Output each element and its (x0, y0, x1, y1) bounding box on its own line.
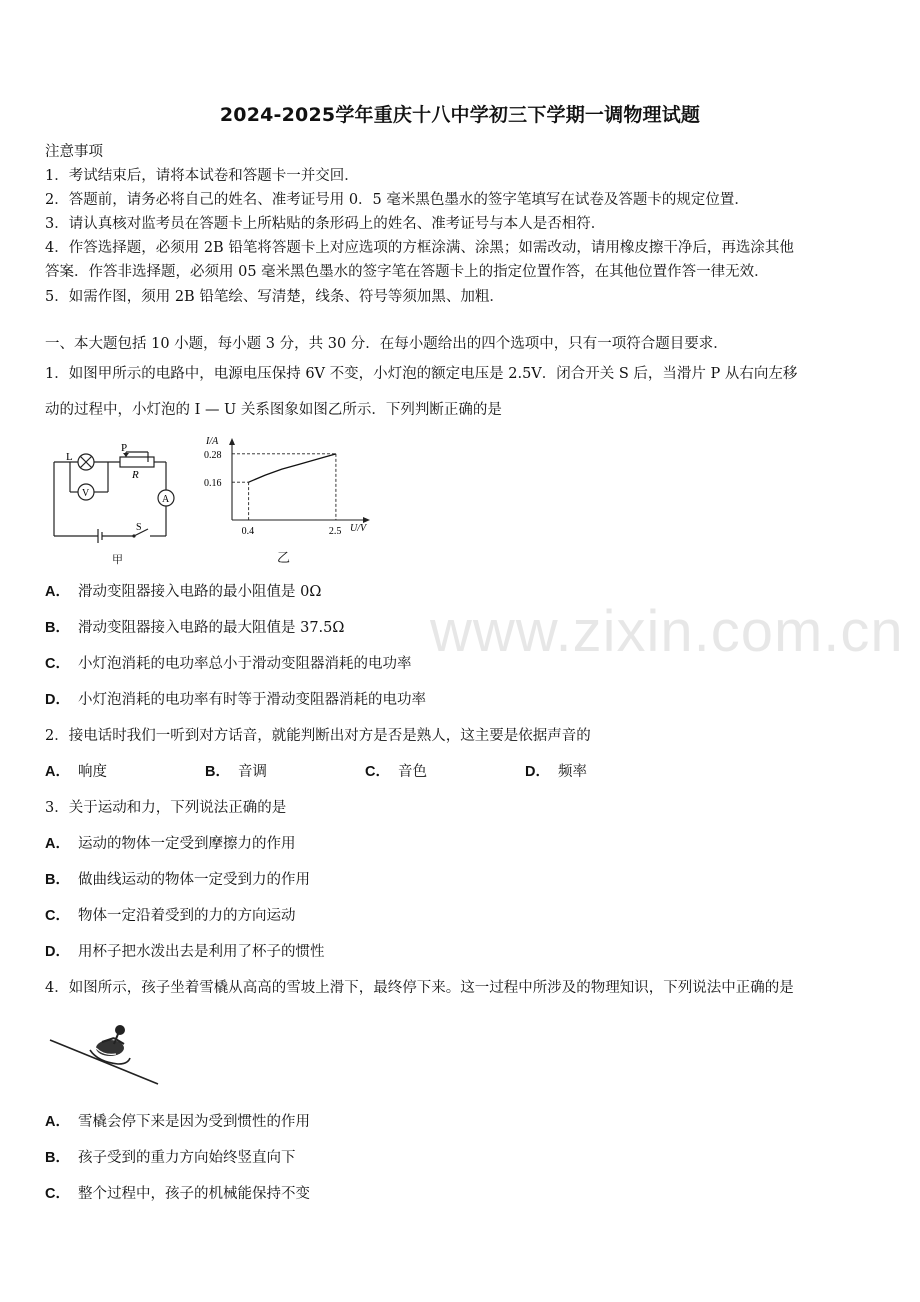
option-text: 滑动变阻器接入电路的最小阻值是 0Ω (77, 584, 322, 600)
option-label: A． (45, 584, 70, 600)
q4-option-a (45, 1110, 310, 1131)
option-label: B． (45, 620, 70, 636)
iu-curve (249, 454, 336, 482)
option-text: 响度 (77, 764, 107, 780)
option-c (45, 652, 411, 673)
option-label: A． (45, 1114, 70, 1130)
option-text: 用杯子把水泼出去是利用了杯子的惯性 (77, 944, 325, 960)
option-label: C． (45, 656, 70, 672)
option-text: 滑动变阻器接入电路的最大阻值是 37.5Ω (77, 620, 345, 636)
notice-item: 2．答题前，请务必将自己的姓名、准考证号用 0．5 毫米黑色墨水的签字笔填写在试卷及答题卡的规定位置． (45, 192, 749, 208)
option-text: 整个过程中，孩子的机械能保持不变 (77, 1186, 310, 1202)
option-text: 小灯泡消耗的电功率有时等于滑动变阻器消耗的电功率 (77, 692, 426, 708)
q3-option-d (45, 940, 324, 961)
section-heading: 一、本大题包括 10 小题，每小题 3 分，共 30 分．在每小题给出的四个选项中，只有一项符合题目要求． (45, 336, 728, 352)
switch-label: S (136, 522, 142, 533)
option-text: 音色 (397, 764, 427, 780)
q3-option-b (45, 868, 310, 889)
option-label: A． (45, 764, 70, 780)
y-tick-label: 0.28 (204, 449, 222, 461)
y-axis-arrow (229, 438, 235, 445)
option-a (45, 580, 321, 601)
q2-option-c (365, 760, 427, 781)
question-2-stem: 2．接电话时我们一听到对方话音，就能判断出对方是否是熟人，这主要是依据声音的 (45, 728, 591, 744)
watermark: www.zixin.com.cn (430, 599, 904, 664)
question-4-stem: 4．如图所示，孩子坐着雪橇从高高的雪坡上滑下，最终停下来。这一过程中所涉及的物理知识，下列说法中正确的是 (45, 980, 794, 996)
iu-graph (200, 432, 385, 542)
rheostat-label: R (132, 469, 139, 481)
option-label: C． (45, 908, 70, 924)
notice-item: 1．考试结束后，请将本试卷和答题卡一并交回． (45, 168, 359, 184)
q3-option-a (45, 832, 295, 853)
option-label: B． (45, 1150, 70, 1166)
notice-item: 4．作答选择题，必须用 2B 铅笔将答题卡上对应选项的方框涂满、涂黑；如需改动，请用橡皮擦干净后，再选涂其他 (45, 240, 794, 256)
circuit-diagram (48, 440, 188, 545)
q2-option-d (525, 760, 587, 781)
option-text: 雪橇会停下来是因为受到惯性的作用 (77, 1114, 310, 1130)
option-text: 孩子受到的重力方向始终竖直向下 (77, 1150, 296, 1166)
question-1-stem-line2: 动的过程中，小灯泡的 I — U 关系图象如图乙所示．下列判断正确的是 (45, 402, 502, 418)
exam-title: 2024-2025学年重庆十八中学初三下学期一调物理试题 (219, 104, 701, 126)
option-text: 运动的物体一定受到摩擦力的作用 (77, 836, 296, 852)
option-label: D． (45, 944, 70, 960)
question-3-stem: 3．关于运动和力，下列说法正确的是 (45, 800, 287, 816)
option-b (45, 616, 344, 637)
option-label: A． (45, 836, 70, 852)
option-text: 音调 (237, 764, 267, 780)
option-label: B． (205, 764, 230, 780)
option-text: 做曲线运动的物体一定受到力的作用 (77, 872, 310, 888)
sled-illustration (48, 1018, 163, 1090)
q3-option-c (45, 904, 295, 925)
y-axis-label: I/A (206, 436, 219, 447)
option-label: D． (525, 764, 550, 780)
lamp-label: L (66, 451, 73, 463)
notice-item: 3．请认真核对监考员在答题卡上所粘贴的条形码上的姓名、准考证号与本人是否相符． (45, 216, 606, 232)
ammeter-label: A (162, 494, 170, 505)
x-tick-label: 2.5 (328, 526, 342, 537)
option-label: D． (45, 692, 70, 708)
notice-item: 答案．作答非选择题，必须用 05 毫米黑色墨水的签字笔在答题卡上的指定位置作答，在其他位置作答一律无效． (45, 264, 769, 280)
q2-option-b (205, 760, 267, 781)
x-axis-label: U/V (350, 523, 367, 534)
option-text: 小灯泡消耗的电功率总小于滑动变阻器消耗的电功率 (77, 656, 412, 672)
notice-item: 5．如需作图，须用 2B 铅笔绘、写清楚，线条、符号等须加黑、加粗． (45, 289, 504, 305)
option-text: 物体一定沿着受到的力的方向运动 (77, 908, 296, 924)
option-label: C． (365, 764, 390, 780)
q4-option-c (45, 1182, 310, 1203)
circuit-caption: 甲 (112, 553, 123, 566)
graph-caption: 乙 (277, 551, 291, 566)
option-label: B． (45, 872, 70, 888)
y-tick-label: 0.16 (204, 478, 222, 490)
child-head (115, 1025, 125, 1035)
option-label: C． (45, 1186, 70, 1202)
slider-label: P (121, 442, 128, 454)
q4-option-b (45, 1146, 295, 1167)
question-1-stem-line1: 1．如图甲所示的电路中，电源电压保持 6V 不变，小灯泡的额定电压是 2.5V．闭合开关 S 后，当滑片 P 从右向左移 (45, 366, 798, 382)
option-d (45, 688, 426, 709)
q2-option-a (45, 760, 107, 781)
x-tick-label: 0.4 (241, 526, 255, 537)
voltmeter-label: V (82, 488, 90, 499)
notice-heading: 注意事项 (45, 144, 103, 160)
option-text: 频率 (557, 764, 587, 780)
